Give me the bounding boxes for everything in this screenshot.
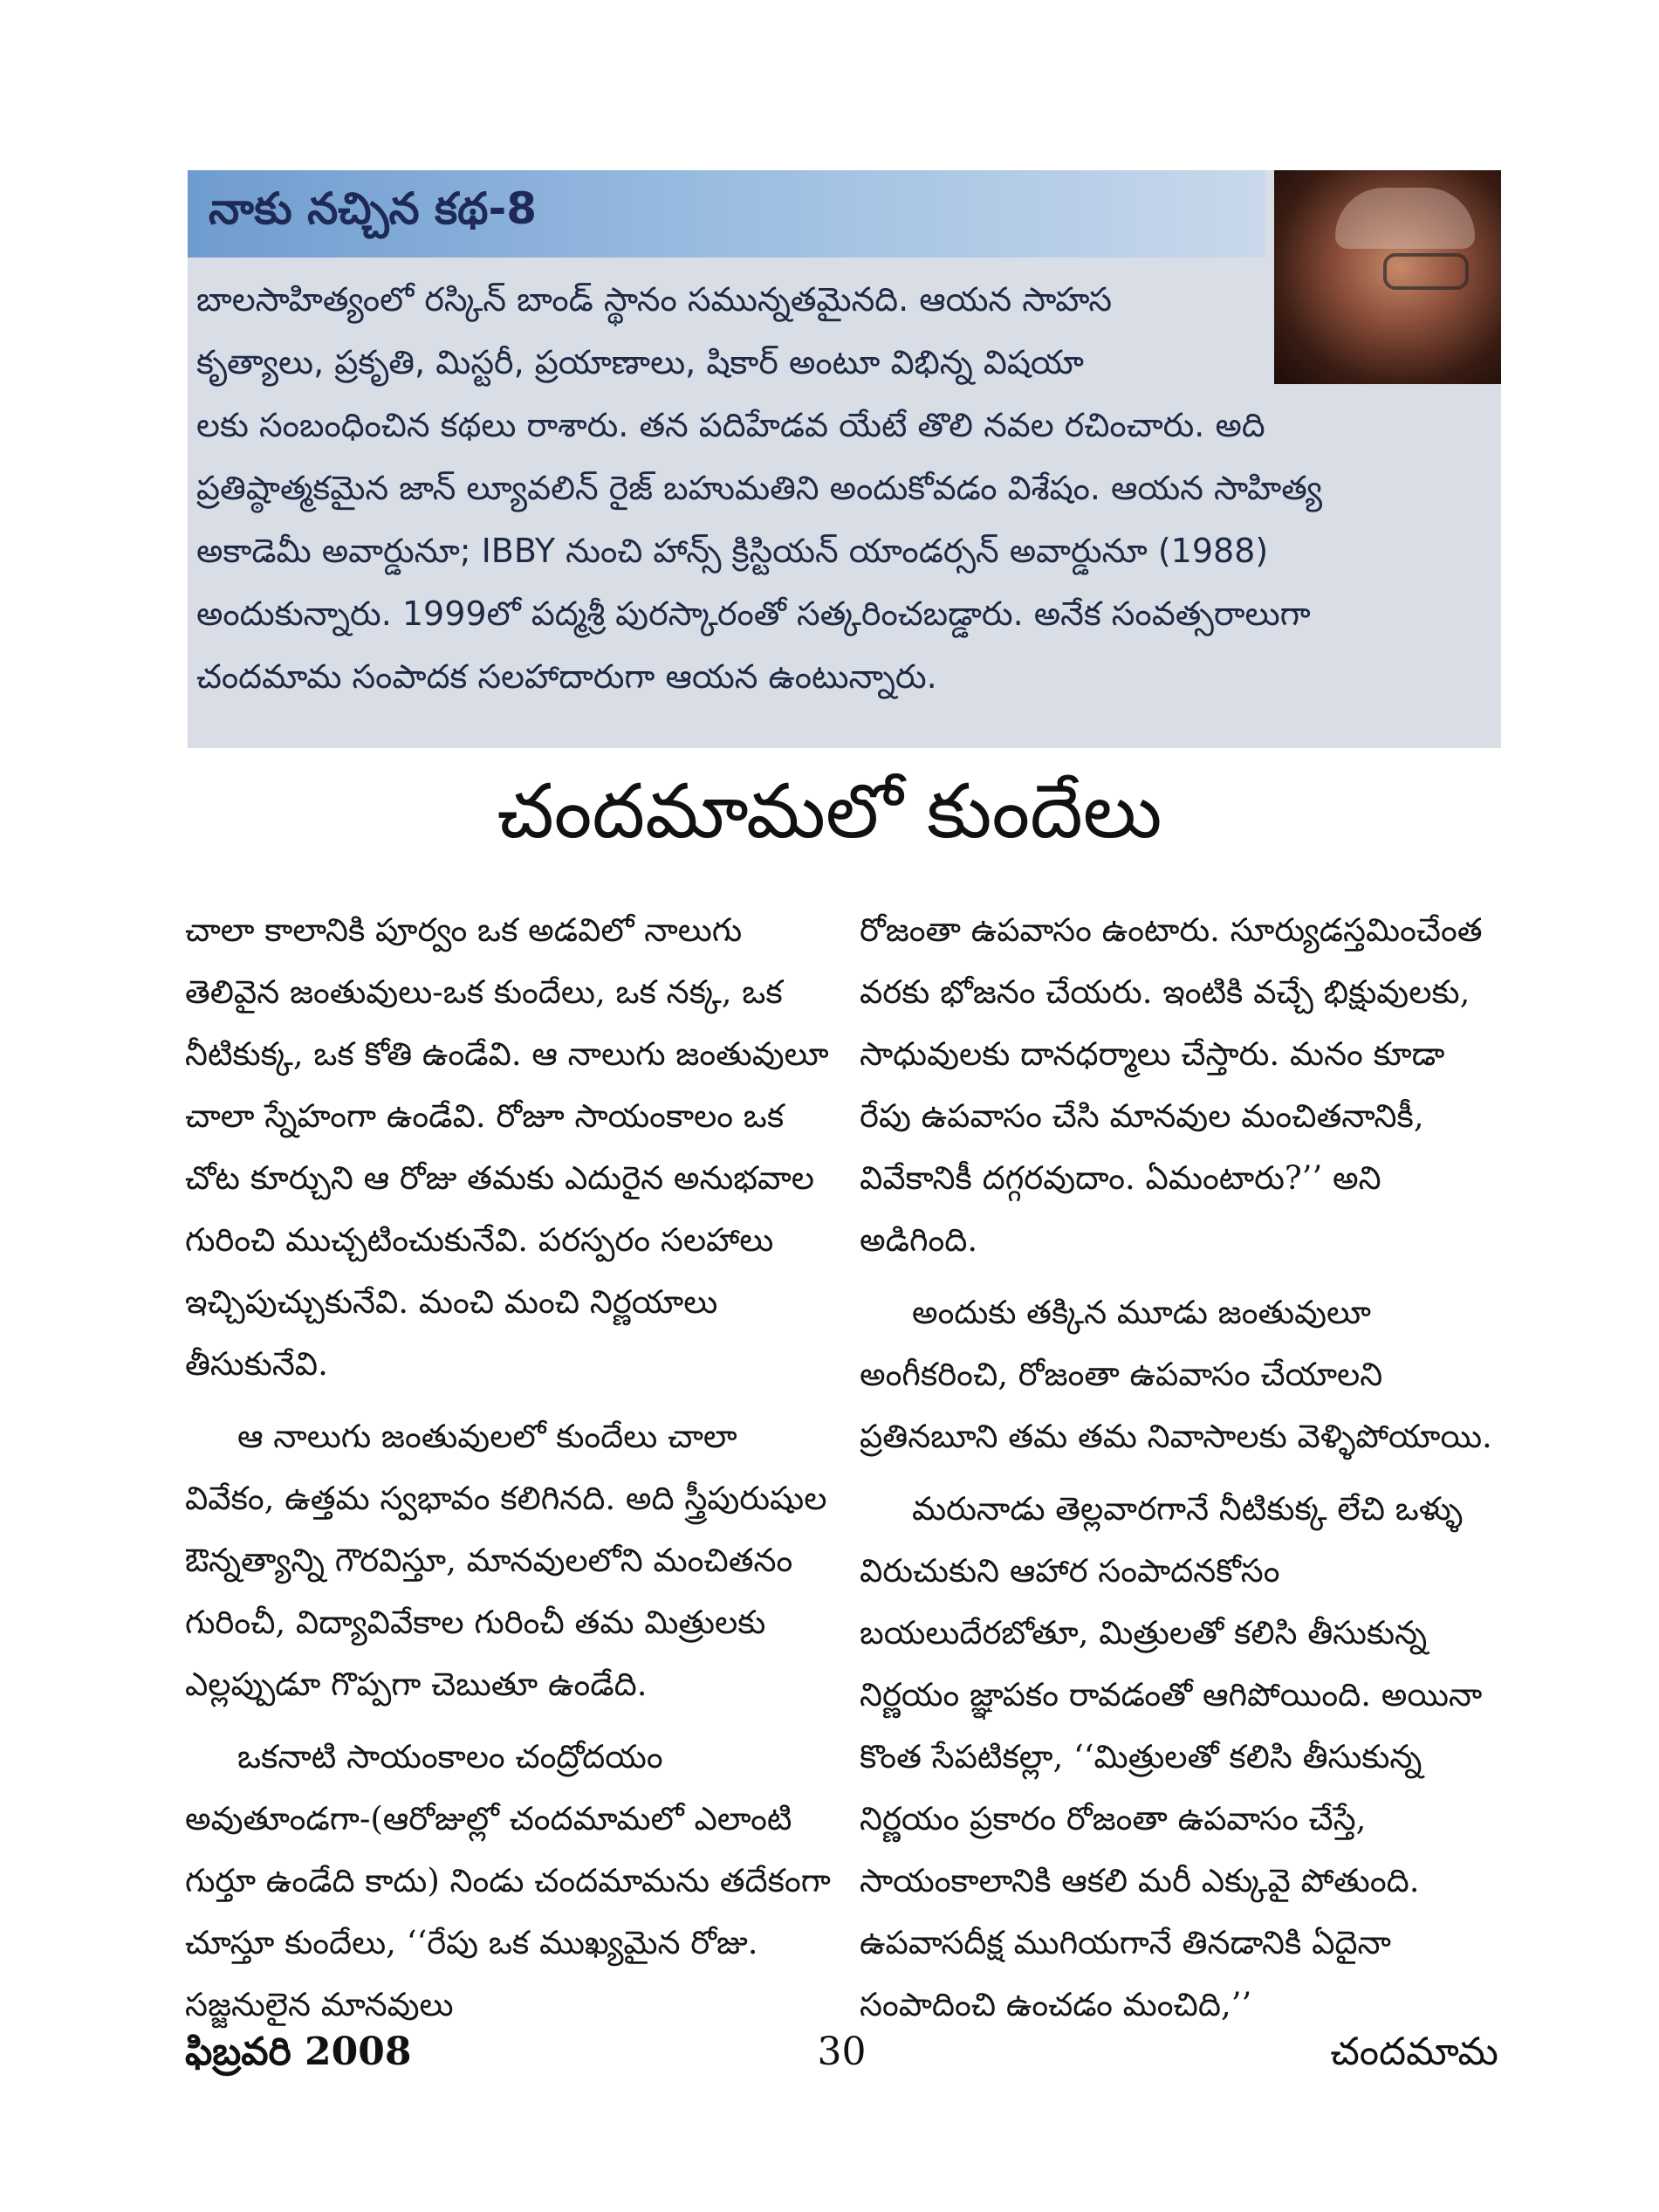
story-paragraph: ఆ నాలుగు జంతువులలో కుందేలు చాలా వివేకం, ఉత్తమ స్వభావం కలిగినది. అది స్త్రీపురుషుల ఔన్నత్యాన్ని గౌరవిస్తూ, మానవులలోని మంచితనం గురించీ, విద్యావివేకాల గురించీ తమ మిత్రులకు ఎల్లప్పుడూ గొప్పగా చెబుతూ ఉండేది. — [185, 1418, 827, 1703]
page-footer — [185, 2030, 1498, 2091]
story-left-column — [185, 899, 831, 2046]
intro-line: బాలసాహిత్యంలో రస్కిన్ బాండ్ స్థానం సమున్నతమైనది. ఆయన సాహస — [196, 280, 1112, 319]
story-right-column — [860, 899, 1505, 2046]
author-intro-box — [188, 170, 1501, 748]
intro-line: చందమామ సంపాదక సలహాదారుగా ఆయన ఉంటున్నారు. — [196, 657, 937, 696]
intro-line: లకు సంబంధించిన కథలు రాశారు. తన పదిహేడవ యేటే తొలి నవల రచించారు. అది — [196, 406, 1265, 444]
series-title: నాకు నచ్చిన కథ-8 — [209, 182, 538, 234]
author-photo — [1274, 170, 1501, 384]
story-title: చందమామలో కుందేలు — [497, 768, 1162, 855]
author-hair — [1335, 188, 1475, 249]
magazine-name: చందమామ — [1330, 2030, 1498, 2074]
series-banner — [188, 170, 1265, 258]
author-glasses — [1383, 253, 1469, 290]
story-paragraph: రోజంతా ఉపవాసం ఉంటారు. సూర్యుడస్తమించేంత వరకు భోజనం చేయరు. ఇంటికి వచ్చే భిక్షువులకు, సాధువులకు దానధర్మాలు చేస్తారు. మనం కూడా రేపు ఉపవాసం చేసి మానవుల మంచితనానికీ, వివేకానికీ దగ్గరవుదాం. ఏమంటారు?’’ అని అడిగింది. — [860, 911, 1483, 1259]
story-paragraph: అందుకు తక్కిన మూడు జంతువులూ అంగీకరించి, రోజంతా ఉపవాసం చేయాలని ప్రతినబూని తమ తమ నివాసాలకు వెళ్ళిపోయాయి. — [860, 1294, 1492, 1455]
story-paragraph: మరునాడు తెల్లవారగానే నీటికుక్క లేచి ఒళ్ళు విరుచుకుని ఆహార సంపాదనకోసం బయలుదేరబోతూ, మిత్రులతో కలిసి తీసుకున్న నిర్ణయం జ్ఞాపకం రావడంతో ఆగిపోయింది. అయినా కొంత సేపటికల్లా, ‘‘మిత్రులతో కలిసి తీసుకున్న నిర్ణయం ప్రకారం రోజంతా ఉపవాసం చేస్తే, సాయంకాలానికి ఆకలి మరీ ఎక్కువై పోతుంది. ఉపవాసదీక్ష ముగియగానే తినడానికి ఏదైనా సంపాదించి ఉంచడం మంచిది,’’ — [860, 1490, 1483, 2023]
story-paragraph: ఒకనాటి సాయంకాలం చంద్రోదయం అవుతూండగా-(ఆరోజుల్లో చందమామలో ఎలాంటి గుర్తూ ఉండేది కాదు) నిండు చందమామను తదేకంగా చూస్తూ కుందేలు, ‘‘రేపు ఒక ముఖ్యమైన రోజు. సజ్జనులైన మానవులు — [185, 1738, 831, 2023]
issue-date: ఫిబ్రవరి 2008 — [185, 2030, 412, 2074]
intro-line: కృత్యాలు, ప్రకృతి, మిస్టరీ, ప్రయాణాలు, షికార్ అంటూ విభిన్న విషయా — [196, 343, 1084, 381]
intro-line: అకాడెమీ అవార్డునూ; IBBY నుంచి హాన్స్ క్రిస్టియన్ యాండర్సన్ అవార్డునూ (1988) — [196, 532, 1269, 570]
story-paragraph: చాలా కాలానికి పూర్వం ఒక అడవిలో నాలుగు తెలివైన జంతువులు-ఒక కుందేలు, ఒక నక్క, ఒక నీటికుక్క, ఒక కోతి ఉండేవి. ఆ నాలుగు జంతువులూ చాలా స్నేహంగా ఉండేవి. రోజూ సాయంకాలం ఒక చోట కూర్చుని ఆ రోజు తమకు ఎదురైన అనుభవాల గురించి ముచ్చటించుకునేవి. పరస్పరం సలహాలు ఇచ్చిపుచ్చుకునేవి. మంచి మంచి నిర్ణయాలు తీసుకునేవి. — [185, 911, 829, 1383]
author-intro-text — [196, 268, 1322, 708]
page-number: 30 — [817, 2030, 867, 2074]
intro-line: అందుకున్నారు. 1999లో పద్మశ్రీ పురస్కారంతో సత్కరించబడ్డారు. అనేక సంవత్సరాలుగా — [196, 594, 1311, 633]
intro-line: ప్రతిష్ఠాత్మకమైన జాన్ ల్యూవలిన్ రైజ్ బహుమతిని అందుకోవడం విశేషం. ఆయన సాహిత్య — [196, 469, 1322, 507]
